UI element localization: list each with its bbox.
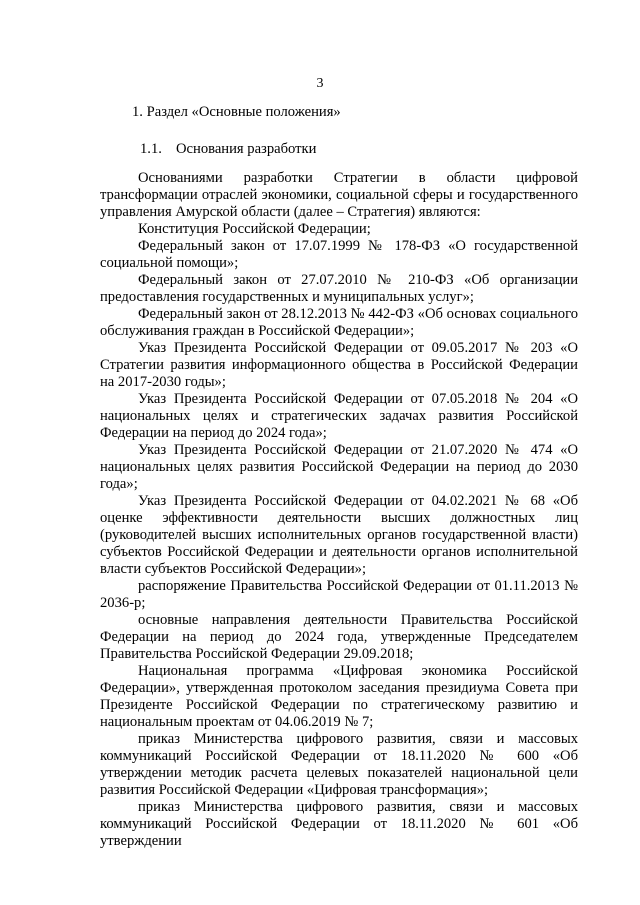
page-number: 3 (316, 76, 324, 91)
section-heading: 1. Раздел «Основные положения» (132, 104, 341, 120)
subsection-heading (140, 141, 316, 158)
body-text (100, 170, 578, 850)
list-item: Указ Президента Российской Федерации от 04.02.2021 № 68 «Об оценке эффективности деятельности высших должностных лиц (руководителей высших исполнительных органов государственной власти) субъектов Российской Федерации и деятельности органов исполнительной власти субъектов Российской Федерации»; (100, 493, 578, 577)
list-item: Указ Президента Российской Федерации от 07.05.2018 № 204 «О национальных целях и стратегических задачах развития Российской Федерации на период до 2024 года»; (100, 391, 578, 441)
list-item: приказ Министерства цифрового развития, связи и массовых коммуникаций Российской Федерации от 18.11.2020 № 601 «Об утверждении (100, 799, 578, 849)
subsection-title: Основания разработки (176, 141, 317, 157)
list-item: Указ Президента Российской Федерации от 09.05.2017 № 203 «О Стратегии развития информационного общества в Российской Федерации на 2017-2030 годы»; (100, 340, 578, 390)
list-item: Конституция Российской Федерации; (138, 221, 371, 237)
subsection-number: 1.1. (140, 141, 162, 157)
list-item: Указ Президента Российской Федерации от 21.07.2020 № 474 «О национальных целях развития Российской Федерации на период до 2030 года»; (100, 442, 578, 492)
list-item: распоряжение Правительства Российской Федерации от 01.11.2013 № 2036-р; (100, 578, 578, 611)
list-item: приказ Министерства цифрового развития, связи и массовых коммуникаций Российской Федерации от 18.11.2020 № 600 «Об утверждении методик расчета целевых показателей национальной цели развития Российской Федерации «Цифровая трансформация»; (100, 731, 578, 798)
paragraph-intro: Основаниями разработки Стратегии в области цифровой трансформации отраслей экономики, социальной сферы и государственного управления Амурской области (далее – Стратегия) являются: (100, 170, 578, 220)
list-item: Федеральный закон от 27.07.2010 № 210-ФЗ «Об организации предоставления государственных и муниципальных услуг»; (100, 272, 578, 305)
list-item: основные направления деятельности Правительства Российской Федерации на период до 2024 года, утвержденные Председателем Правительства Российской Федерации 29.09.2018; (100, 612, 578, 662)
list-item: Федеральный закон от 28.12.2013 № 442-ФЗ «Об основах социального обслуживания граждан в Российской Федерации»; (100, 306, 578, 339)
list-item: Национальная программа «Цифровая экономика Российской Федерации», утвержденная протоколом заседания президиума Совета при Президенте Российской Федерации по стратегическому развитию и национальным проектам от 04.06.2019 № 7; (100, 663, 578, 730)
list-item: Федеральный закон от 17.07.1999 № 178-ФЗ «О государственной социальной помощи»; (100, 238, 578, 271)
